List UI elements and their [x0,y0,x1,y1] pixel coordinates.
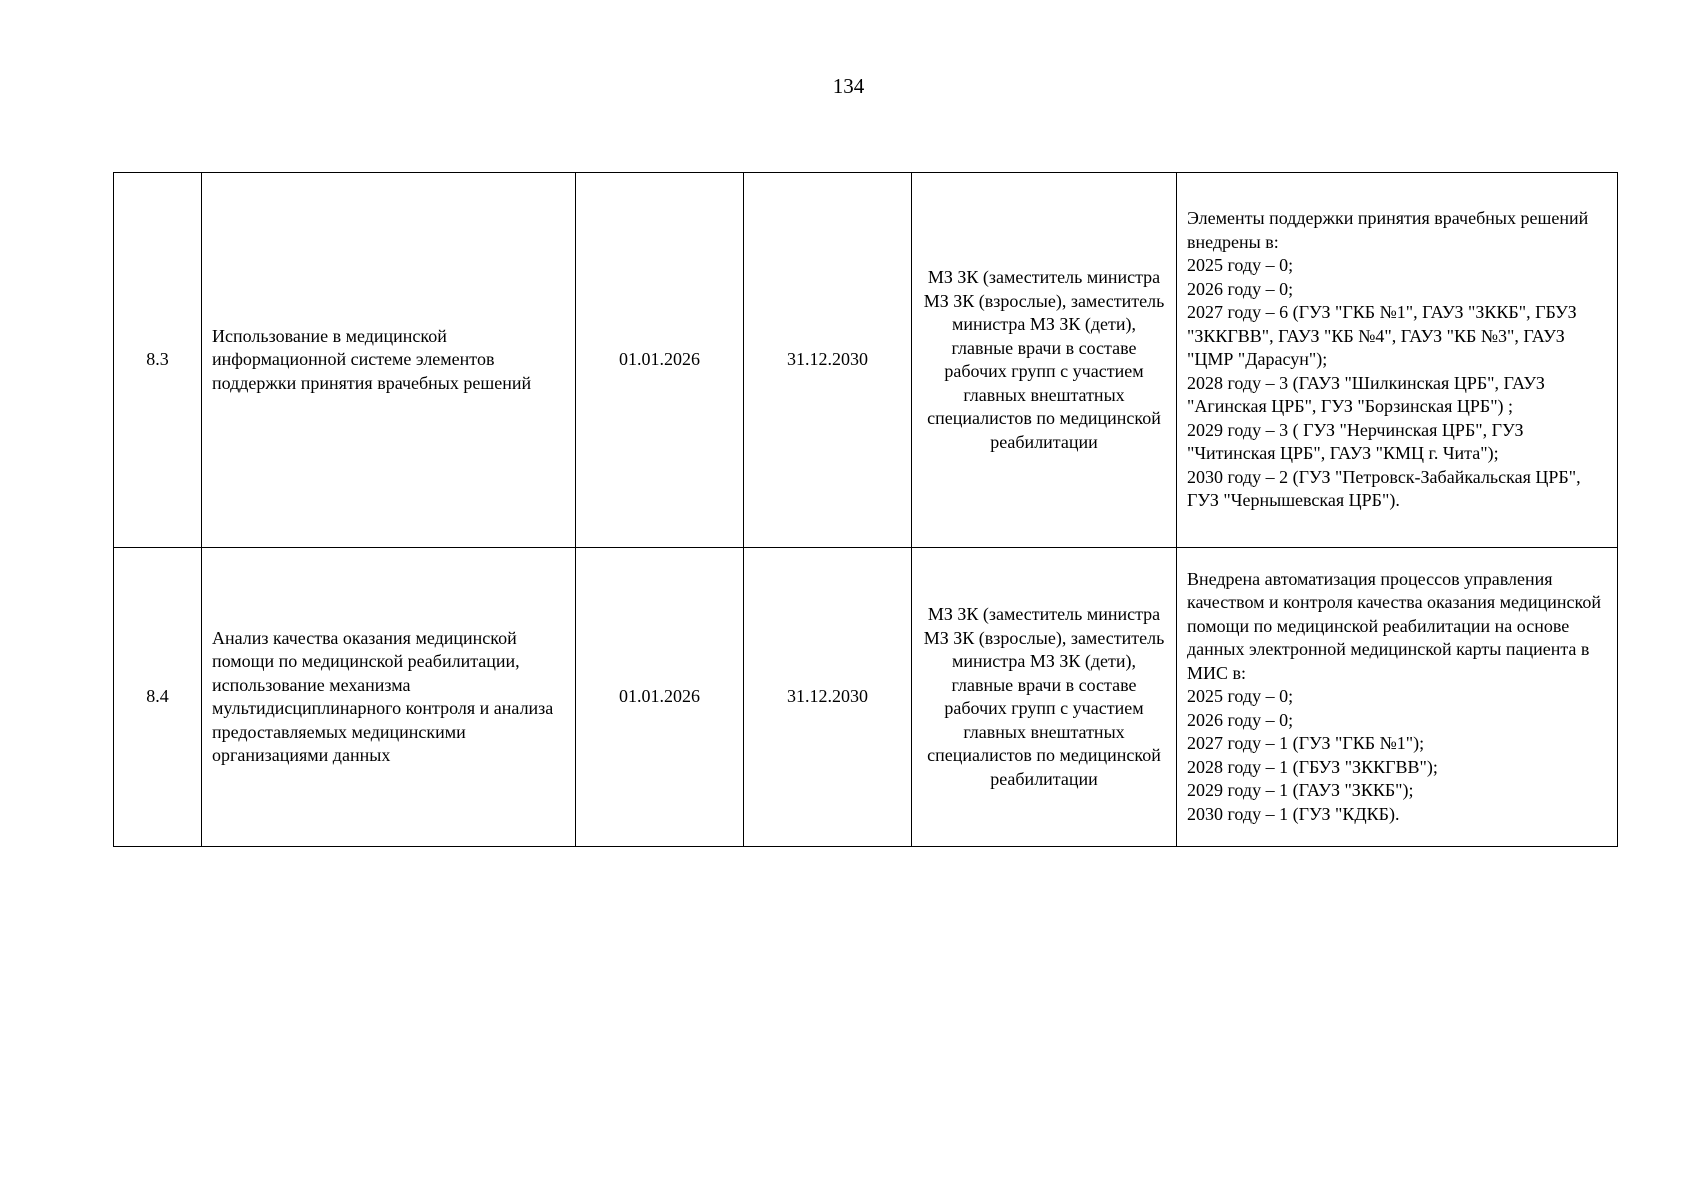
row-number-cell: 8.4 [114,548,202,847]
table-row [114,173,1618,548]
result-line: 2027 году – 1 (ГУЗ "ГКБ №1"); [1187,733,1425,754]
result-line: 2029 году – 3 ( ГУЗ "Нерчинская ЦРБ", ГУЗ "Читинская ЦРБ", ГАУЗ "КМЦ г. Чита"); [1187,419,1524,464]
row-number-cell: 8.3 [114,173,202,548]
result-line: 2029 году – 1 (ГАУЗ "ЗККБ"); [1187,780,1414,801]
result-line: 2026 году – 0; [1187,278,1294,299]
result-line: 2030 году – 2 (ГУЗ "Петровск-Забайкальская ЦРБ", ГУЗ "Чернышевская ЦРБ"). [1187,466,1581,511]
end-date-cell: 31.12.2030 [744,548,912,847]
measure-name-cell: Использование в медицинской информационной системе элементов поддержки принятия врачебных решений [202,173,576,548]
result-line: 2025 году – 0; [1187,255,1294,276]
table-row [114,548,1618,847]
page-number: 134 [832,74,865,98]
start-date-cell: 01.01.2026 [576,173,744,548]
responsible-cell: МЗ ЗК (заместитель министра МЗ ЗК (взрослые), заместитель министра МЗ ЗК (дети), главные врачи в составе рабочих групп с участием главных внештатных специалистов по медицинской реабилитации [912,548,1177,847]
end-date-cell: 31.12.2030 [744,173,912,548]
responsible-cell: МЗ ЗК (заместитель министра МЗ ЗК (взрослые), заместитель министра МЗ ЗК (дети), главные врачи в составе рабочих групп с участием главных внештатных специалистов по медицинской реабилитации [912,173,1177,548]
result-cell [1177,548,1618,847]
result-line: Внедрена автоматизация процессов управления качеством и контроля качества оказания медицинской помощи по медицинской реабилитации на основе данных электронной медицинской карты пациента в МИС в: [1187,568,1601,683]
result-line: 2027 году – 6 (ГУЗ "ГКБ №1", ГАУЗ "ЗККБ", ГБУЗ "ЗККГВВ", ГАУЗ "КБ №4", ГАУЗ "КБ №3", ГАУЗ "ЦМР "Дарасун"); [1187,302,1577,370]
result-line: 2028 году – 3 (ГАУЗ "Шилкинская ЦРБ", ГАУЗ "Агинская ЦРБ", ГУЗ "Борзинская ЦРБ") ; [1187,372,1545,417]
result-line: Элементы поддержки принятия врачебных решений внедрены в: [1187,208,1589,252]
measures-table [113,172,1618,847]
result-line: 2025 году – 0; [1187,686,1294,707]
measure-name-cell: Анализ качества оказания медицинской помощи по медицинской реабилитации, использование механизма мультидисциплинарного контроля и анализа предоставляемых медицинскими организациями данных [202,548,576,847]
result-line: 2028 году – 1 (ГБУЗ "ЗККГВВ"); [1187,756,1438,777]
result-line: 2026 году – 0; [1187,709,1294,730]
result-cell [1177,173,1618,548]
start-date-cell: 01.01.2026 [576,548,744,847]
result-line: 2030 году – 1 (ГУЗ "КДКБ). [1187,803,1400,824]
